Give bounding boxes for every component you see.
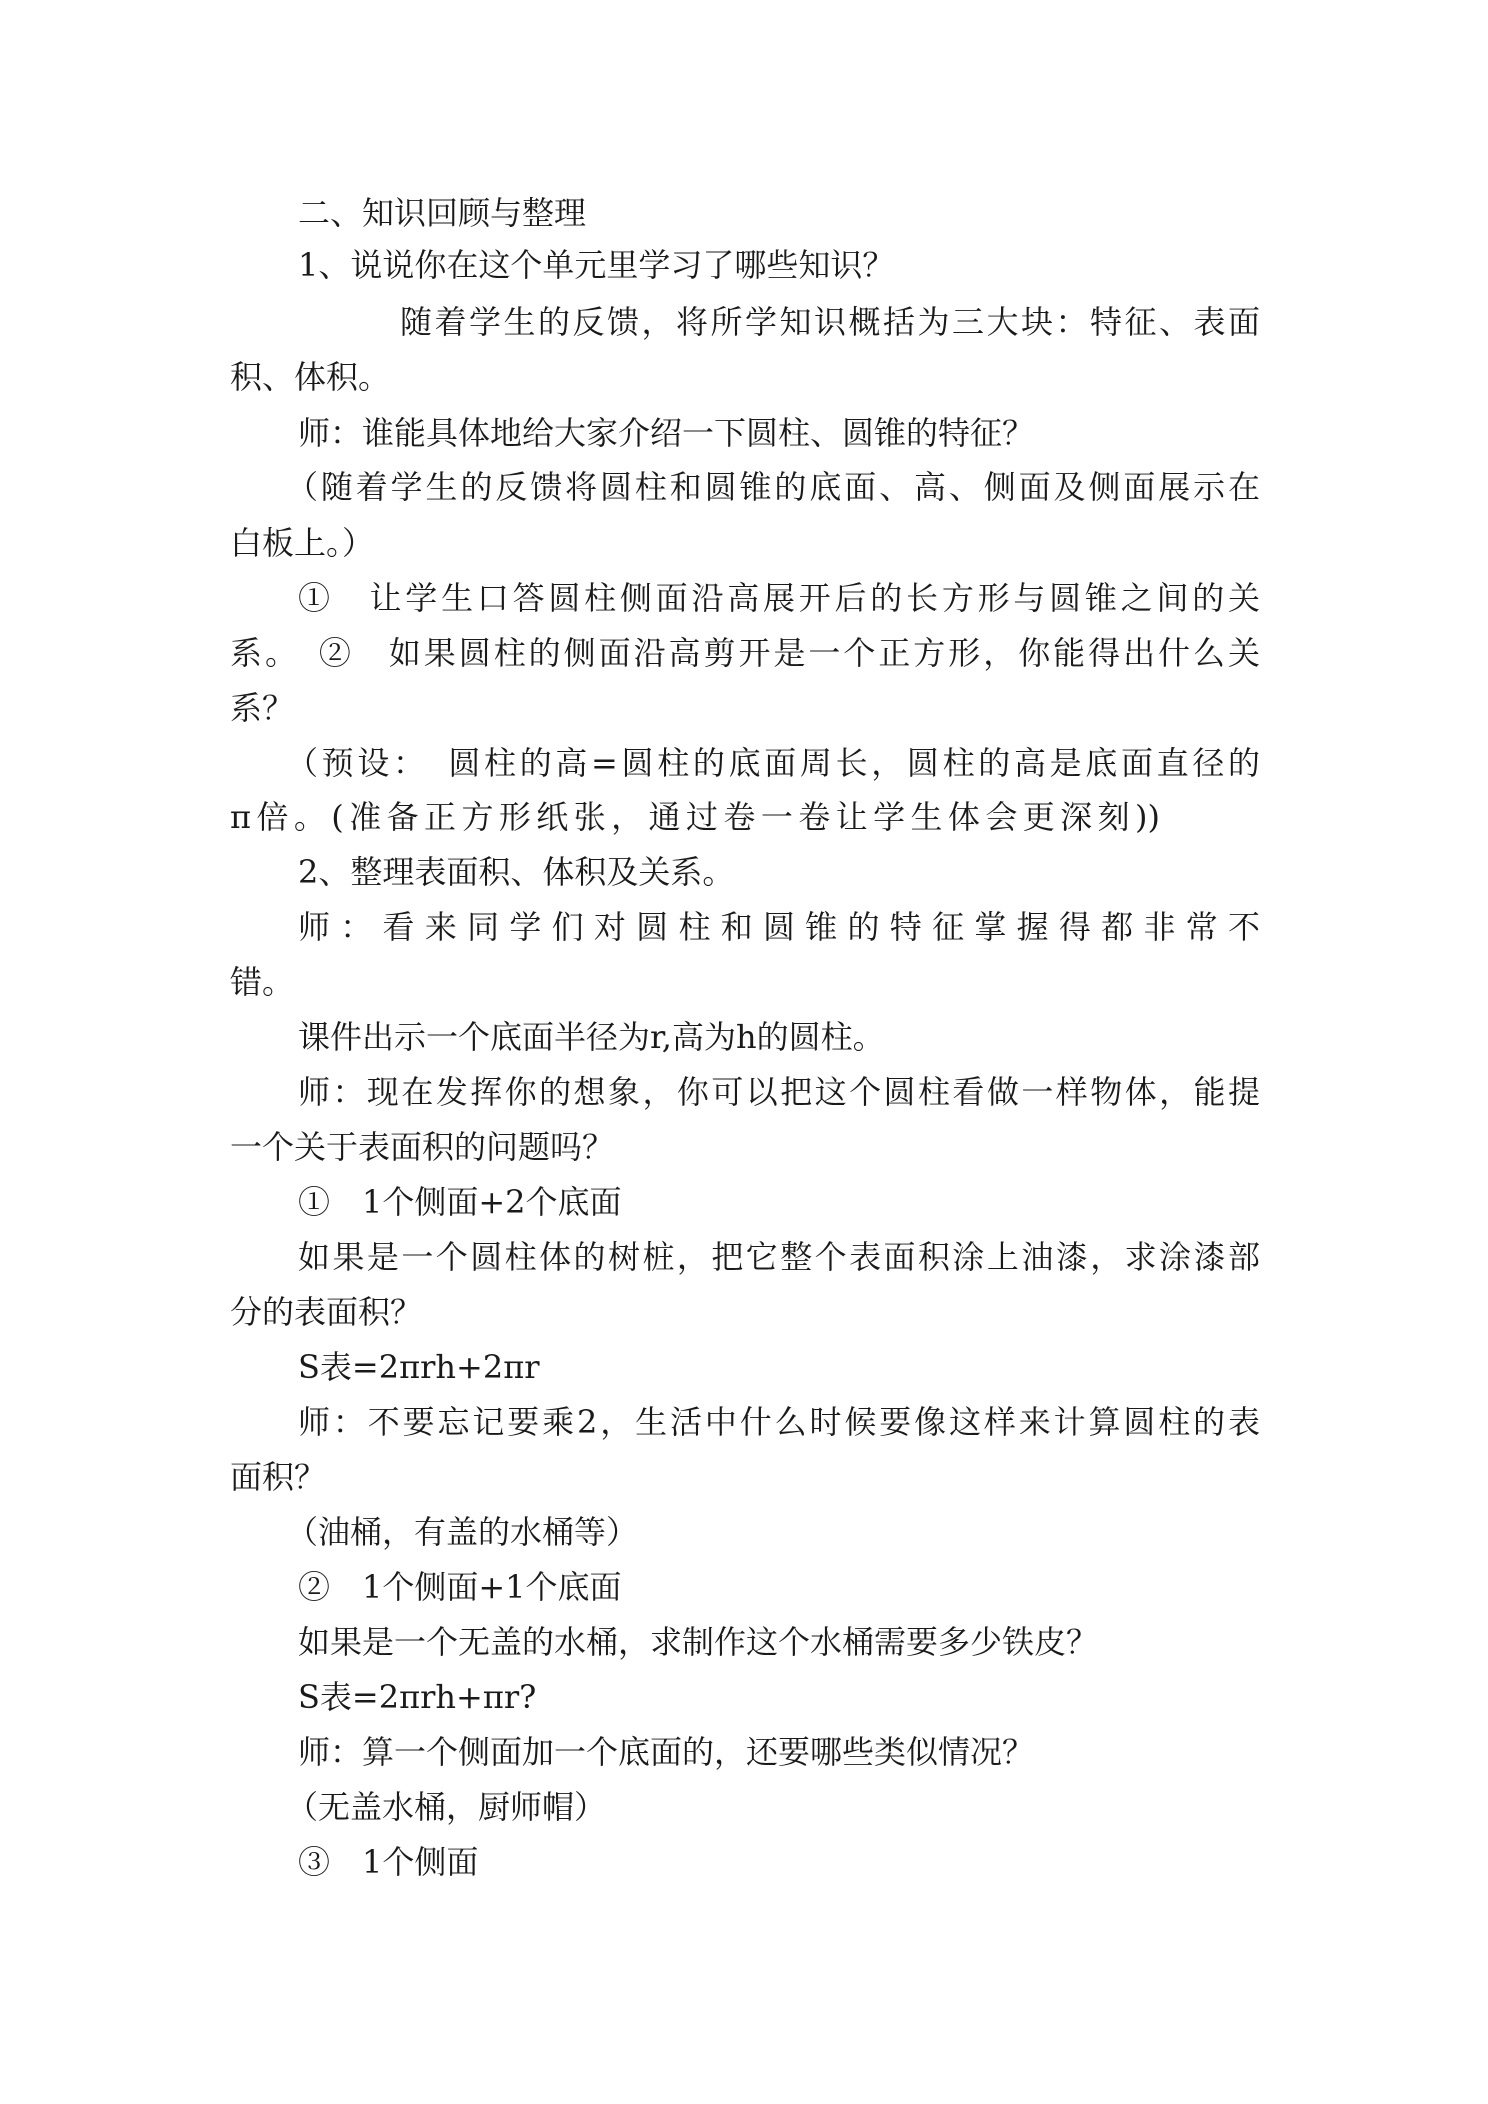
text-line: 分的表面积？ [230, 1293, 423, 1331]
formula-line: S表=2πrh+2πr [298, 1348, 540, 1386]
text-line: 系？ [230, 689, 295, 727]
text-line: 课件出示一个底面半径为r,高为h的圆柱。 [298, 1018, 885, 1056]
text-line: 白板上。） [230, 524, 375, 562]
text-line: 错。 [230, 963, 295, 1001]
text-line: （无盖水桶，厨师帽） [286, 1788, 607, 1826]
list-item: ③ 1个侧面 [298, 1843, 479, 1881]
text-line: 师：看来同学们对圆柱和圆锥的特征掌握得都非常不 [298, 908, 1260, 946]
list-item: ① 1个侧面+2个底面 [298, 1183, 622, 1221]
question-heading: 1、说说你在这个单元里学习了哪些知识？ [298, 246, 895, 284]
text-line: 如果是一个无盖的水桶，求制作这个水桶需要多少铁皮？ [298, 1623, 1099, 1661]
text-line: 积、体积。 [230, 358, 391, 396]
text-line: 系。 ② 如果圆柱的侧面沿高剪开是一个正方形，你能得出什么关 [230, 634, 1260, 672]
text-line: （随着学生的反馈将圆柱和圆锥的底面、高、侧面及侧面展示在 [286, 468, 1260, 506]
text-line: 一个关于表面积的问题吗？ [230, 1128, 615, 1166]
text-line: 面积？ [230, 1458, 327, 1496]
question-heading: 2、整理表面积、体积及关系。 [298, 853, 735, 891]
text-line: 师：现在发挥你的想象，你可以把这个圆柱看做一样物体，能提 [298, 1073, 1260, 1111]
text-line: 师：不要忘记要乘2，生活中什么时候要像这样来计算圆柱的表 [298, 1403, 1260, 1441]
text-line: 随着学生的反馈，将所学知识概括为三大块：特征、表面 [400, 303, 1260, 341]
list-item: ② 1个侧面+1个底面 [298, 1568, 622, 1606]
text-line: （油桶，有盖的水桶等） [286, 1513, 639, 1551]
text-line: （预设： 圆柱的高=圆柱的底面周长，圆柱的高是底面直径的 [286, 744, 1260, 782]
text-line: 师：算一个侧面加一个底面的，还要哪些类似情况？ [298, 1733, 1035, 1771]
formula-line: S表=2πrh+πr? [298, 1678, 537, 1716]
text-line: ① 让学生口答圆柱侧面沿高展开后的长方形与圆锥之间的关 [298, 579, 1260, 617]
text-line: 如果是一个圆柱体的树桩，把它整个表面积涂上油漆，求涂漆部 [298, 1238, 1260, 1276]
section-heading: 二、知识回顾与整理 [298, 194, 587, 232]
text-line: π倍。(准备正方形纸张，通过卷一卷让学生体会更深刻)) [230, 798, 1160, 836]
text-line: 师：谁能具体地给大家介绍一下圆柱、圆锥的特征？ [298, 414, 1035, 452]
